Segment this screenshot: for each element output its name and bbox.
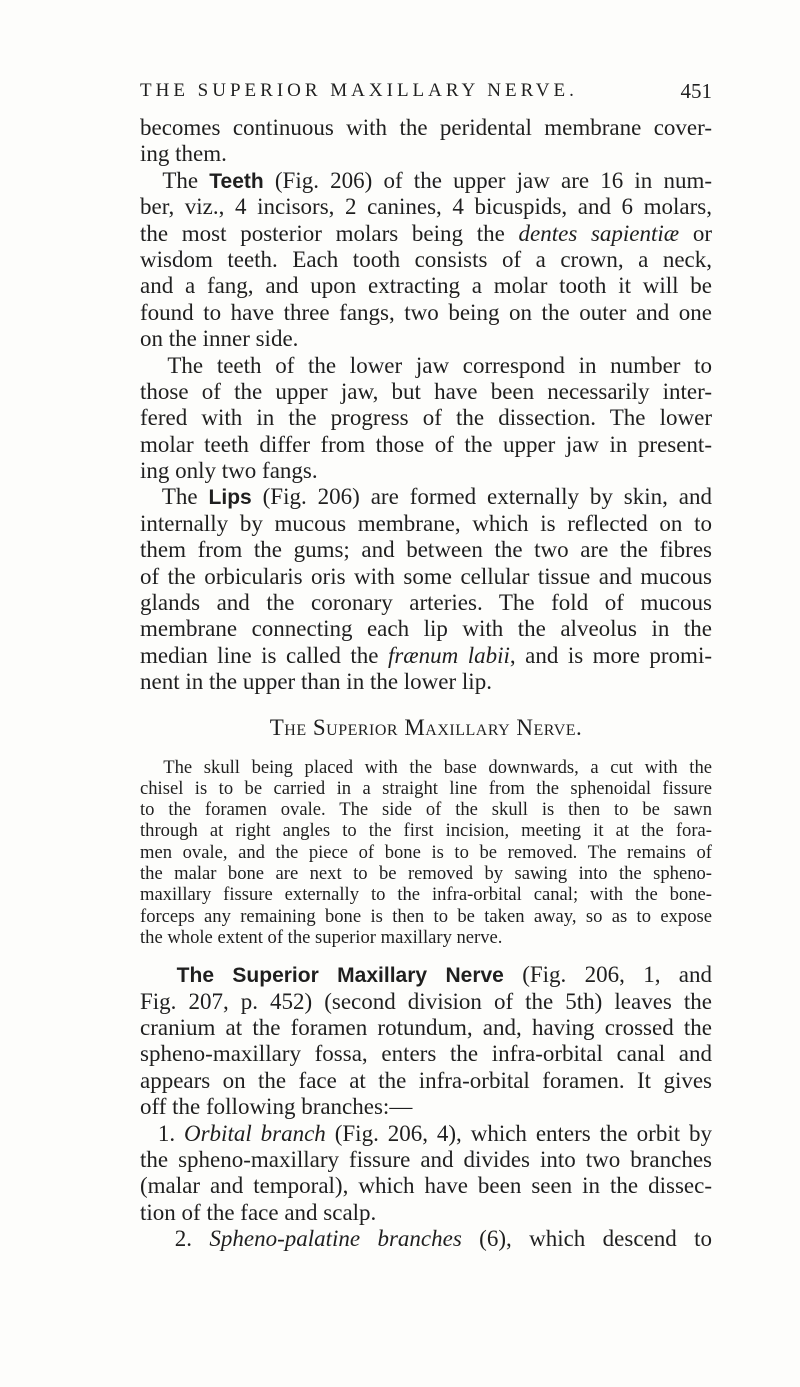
text-line: through at right angles to the first incision, meeting it at the fora-: [140, 820, 712, 842]
list-item: 2. Spheno-palatine branches (6), which descend to: [174, 1226, 713, 1252]
text-line: them from the gums; and between the two are the fibres: [140, 537, 712, 563]
text-line: median line is called the frænum labii, and is more promi-: [140, 642, 712, 668]
text-line: nent in the upper than in the lower lip.: [140, 669, 492, 695]
text-line: (malar and temporal), which have been seen in the dissec-: [140, 1173, 712, 1199]
text-line: glands and the coronary arteries. The fold of mucous: [140, 590, 712, 616]
text-line: the whole extent of the superior maxillary nerve.: [140, 926, 503, 948]
text-line: ing them.: [140, 141, 227, 167]
text-line: tion of the face and scalp.: [140, 1199, 377, 1225]
page-number: 451: [680, 79, 712, 103]
text-line: cranium at the foramen rotundum, and, having crossed the: [140, 1015, 712, 1041]
latin-term: dentes sapientiæ: [518, 220, 680, 246]
text-line: to the foramen ovale. The side of the skull is then to be sawn: [140, 799, 712, 821]
text-line: maxillary fissure externally to the infra-orbital canal; with the bone-: [140, 884, 712, 906]
text-line: becomes continuous with the peridental membrane cover-: [140, 115, 712, 140]
text-line: ing only two fangs.: [140, 458, 318, 484]
text-line: molar teeth differ from those of the upper jaw in present-: [140, 431, 712, 457]
text-line: those of the upper jaw, but have been necessarily inter-: [140, 378, 712, 404]
text-line: ber, viz., 4 incisors, 2 canines, 4 bicuspids, and 6 molars,: [140, 194, 712, 220]
text-line: men ovale, and the piece of bone is to be removed. The remains of: [140, 841, 712, 863]
text-line: The Teeth (Fig. 206) of the upper jaw are 16 in num-: [162, 167, 713, 193]
text-line: fered with in the progress of the dissection. The lower: [140, 405, 712, 431]
text-line: wisdom teeth. Each tooth consists of a crown, a neck,: [140, 246, 712, 272]
text-line: and a fang, and upon extracting a molar tooth it will be: [140, 273, 712, 299]
text-line: of the orbicularis oris with some cellular tissue and mucous: [140, 563, 712, 589]
body-text: [140, 115, 712, 1253]
text-line: chisel is to be carried in a straight line from the sphenoidal fissure: [140, 777, 712, 799]
text-line: forceps any remaining bone is then to be taken away, so as to expose: [140, 905, 712, 927]
text-line: spheno-maxillary fossa, enters the infra-orbital canal and: [140, 1041, 712, 1067]
text-line: appears on the face at the infra-orbital foramen. It gives: [140, 1067, 712, 1093]
text-line: Fig. 207, p. 452) (second division of the 5th) leaves the: [140, 988, 712, 1014]
dissection-instructions: [140, 757, 712, 949]
text-line: the spheno-maxillary fissure and divides into two branches: [140, 1147, 712, 1172]
running-header: [140, 80, 712, 114]
text-line: off the following branches:—: [140, 1094, 413, 1120]
branch-name: Orbital branch: [184, 1120, 326, 1146]
text-line: The teeth of the lower jaw correspond in number to: [167, 352, 713, 378]
term-superior-maxillary-nerve: The Superior Maxillary Nerve: [176, 964, 504, 988]
section-heading: The Superior Maxillary Nerve.: [269, 714, 583, 740]
text-line: The skull being placed with the base downwards, a cut with the: [163, 756, 713, 778]
text-line: found to have three fangs, two being on the outer and one: [140, 299, 712, 325]
running-title: THE SUPERIOR MAXILLARY NERVE.: [140, 80, 578, 101]
branch-name: Spheno-palatine branches: [209, 1226, 462, 1252]
term-lips: Lips: [208, 486, 252, 510]
text-line: the most posterior molars being the dentes sapientiæ or: [140, 220, 712, 246]
term-teeth: Teeth: [209, 169, 264, 193]
list-item: 1. Orbital branch (Fig. 206, 4), which enters the orbit by: [157, 1120, 713, 1146]
text-line: on the inner side.: [140, 326, 299, 352]
text-line: membrane connecting each lip with the alveolus in the: [140, 616, 712, 642]
text-line: internally by mucous membrane, which is reflected on to: [140, 510, 712, 536]
text-line: The Lips (Fig. 206) are formed externally by skin, and: [161, 484, 713, 510]
text-line: The Superior Maxillary Nerve (Fig. 206, 1, and: [176, 962, 713, 988]
text-line: the malar bone are next to be removed by sawing into the spheno-: [140, 863, 712, 885]
latin-term: frænum labii: [387, 642, 510, 668]
